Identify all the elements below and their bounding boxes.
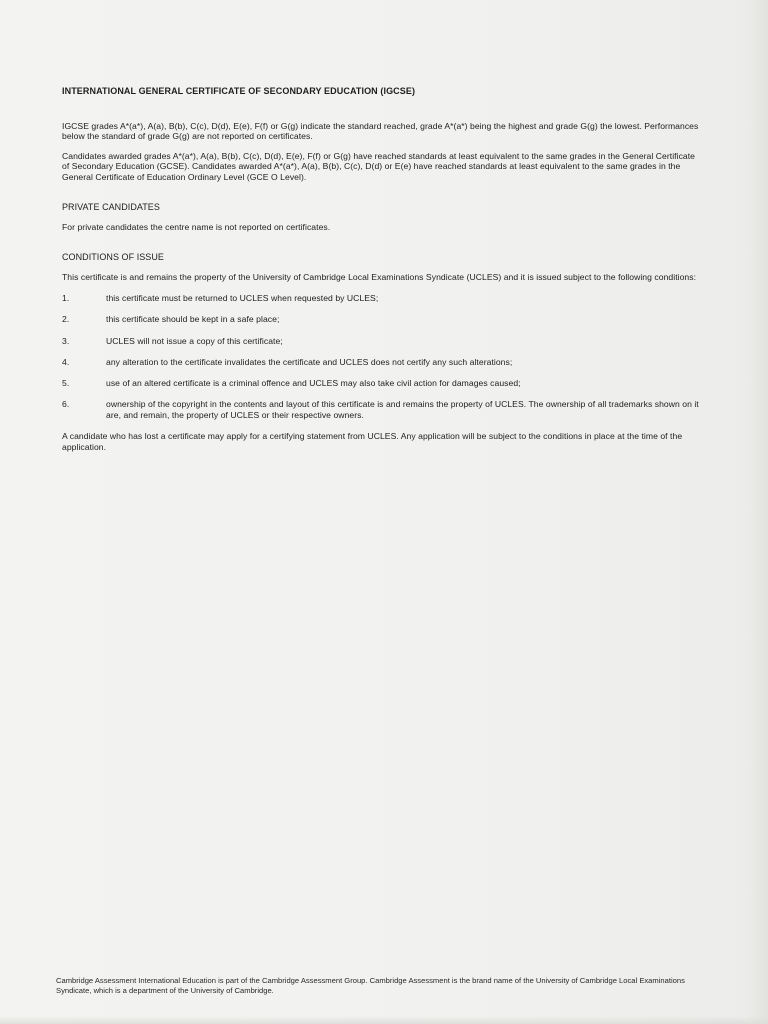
condition-text: ownership of the copyright in the contents and layout of this certificate is and remains the property of UCLES. The ownership of all trademarks shown on it are, and remain, the property of UCLES or their respective owners. (106, 399, 699, 420)
condition-number: 2. (62, 314, 70, 325)
condition-item (62, 336, 702, 347)
condition-item (62, 399, 702, 420)
lost-certificate-text: A candidate who has lost a certificate may apply for a certifying statement from UCLES. Any application will be subject to the conditions in place at the time of the application. (62, 431, 683, 452)
page-edge-shadow (746, 0, 768, 1024)
condition-item (62, 314, 702, 325)
document-heading: INTERNATIONAL GENERAL CERTIFICATE OF SECONDARY EDUCATION (IGCSE) (62, 86, 416, 96)
private-candidates-title: PRIVATE CANDIDATES (62, 201, 160, 212)
page-bottom-shadow (0, 1016, 768, 1024)
condition-text: use of an altered certificate is a criminal offence and UCLES may also take civil action for damages caused; (106, 378, 521, 389)
conditions-intro: This certificate is and remains the property of the University of Cambridge Local Examinations Syndicate (UCLES) and it is issued subject to the following conditions: (62, 272, 697, 283)
condition-text: this certificate should be kept in a safe place; (106, 314, 280, 325)
condition-text: this certificate must be returned to UCLES when requested by UCLES; (106, 292, 379, 303)
conditions-title: CONDITIONS OF ISSUE (62, 251, 164, 262)
equivalence-paragraph: Candidates awarded grades A*(a*), A(a), B(b), C(c), D(d), E(e), F(f) or G(g) have reached standards at least equivalent to the same grades in the General Certificate of Secondary Education (GCSE). Candidates awarded A*(a*), A(a), B(b), C(c), D(d) or E(e) have reached standards at least equivalent to the same grades in the General Certificate of Education Ordinary Level (GCE O Level). (62, 150, 696, 182)
condition-text: UCLES will not issue a copy of this certificate; (106, 335, 283, 346)
condition-number: 3. (62, 335, 70, 346)
private-candidates-text: For private candidates the centre name is not reported on certificates. (62, 222, 331, 233)
condition-number: 6. (62, 399, 70, 410)
condition-number: 4. (62, 356, 70, 367)
condition-number: 1. (62, 292, 70, 303)
condition-item (62, 293, 702, 304)
document-body (62, 86, 702, 461)
conditions-list (62, 293, 702, 421)
condition-number: 5. (62, 378, 70, 389)
condition-item (62, 378, 702, 389)
grades-paragraph: IGCSE grades A*(a*), A(a), B(b), C(c), D(d), E(e), F(f) or G(g) indicate the standard reached, grade A*(a*) being the highest and grade G(g) the lowest. Performances below the standard of grade G(g) are not reported on certificates. (62, 120, 699, 142)
condition-item (62, 357, 702, 368)
condition-text: any alteration to the certificate invalidates the certificate and UCLES does not certify any such alterations; (106, 356, 513, 367)
footer-text: Cambridge Assessment International Education is part of the Cambridge Assessment Group. Cambridge Assessment is the brand name of the University of Cambridge Local Examinations Syndicate, which is a department of the University of Cambridge. (56, 976, 685, 995)
